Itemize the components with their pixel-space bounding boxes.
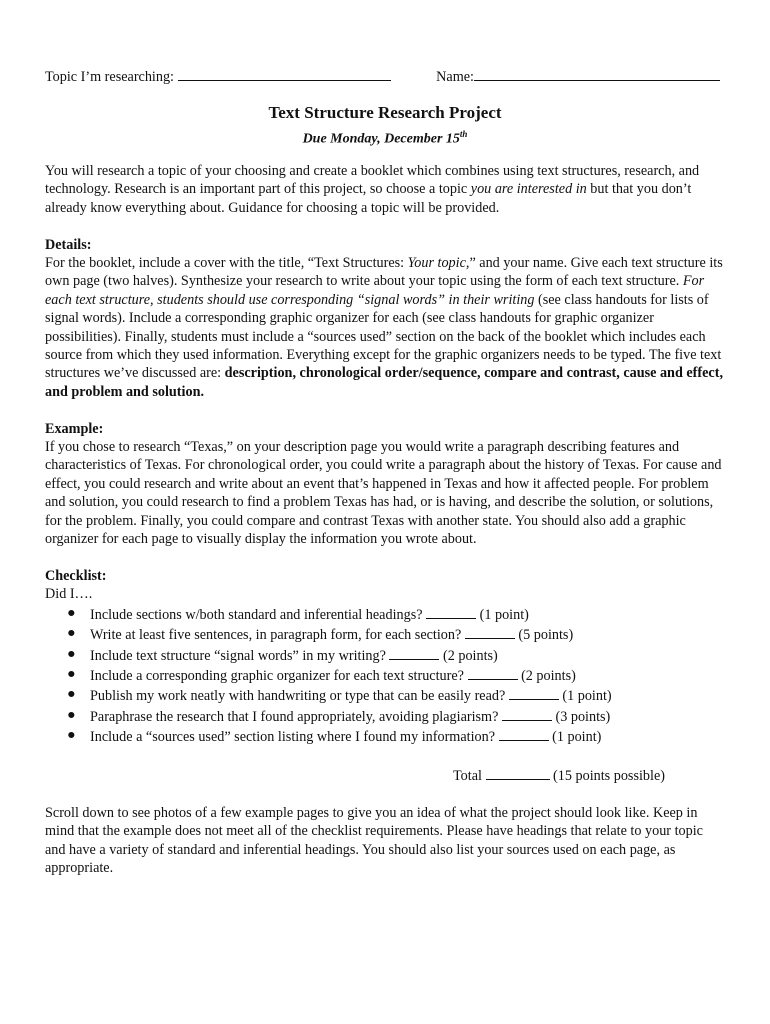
due-superscript: th [459,129,468,139]
topic-field [45,66,391,86]
example-paragraph: If you chose to research “Texas,” on your description page you would write a paragraph describing features and characteristics of Texas. For chronological order, you could write a paragraph about the history of Texas. For cause and effect, you could research and write about an event that’s happened in Texas and how it affected people. For problem and solution, you could research to find a problem Texas has had, or is having, and describe the solution, or solutions, for the problem. Finally, you could compare and contrast Texas with another state. You should also add a graphic organizer for each page to visually display the information you wrote about. [45,439,722,548]
details-heading: Details: [45,236,92,253]
checklist-item [45,604,725,624]
details-emphasis-topic: Your topic, [407,255,470,272]
bullet-icon: ● [67,645,76,662]
intro-text: You will research a topic of your choosing and create a booklet which combines using text structures, research, and technology. Research is an important part of this project, so choose a topic [45,163,700,198]
bullet-icon: ● [67,625,76,642]
checklist-item [45,665,725,685]
details-structures-list: description, chronological order/sequence, compare and contrast, cause and effect, and problem and solution. [45,365,723,400]
checklist [45,604,725,747]
details-paragraph [45,254,725,401]
checklist-item-text: Include sections w/both standard and inferential headings? [90,606,427,623]
total-blank-line [486,765,550,780]
checklist-item-text: Include text structure “signal words” in my writing? [90,647,390,664]
bullet-icon: ● [67,727,76,744]
checklist-item [45,706,725,726]
total-line [45,765,725,785]
name-blank-line [474,66,720,81]
document-title: Text Structure Research Project [268,103,502,122]
intro-paragraph [45,162,725,217]
topic-blank-line [178,66,391,81]
bullet-icon: ● [67,665,76,682]
bullet-icon: ● [67,706,76,723]
name-field [436,66,720,86]
checklist-item [45,726,725,746]
score-blank-line [389,645,439,660]
checklist-item-points: (1 point) [476,606,529,623]
bullet-icon: ● [67,686,76,703]
score-blank-line [509,685,559,700]
score-blank-line [426,604,476,619]
intro-emphasis: you are interested in [470,181,587,198]
total-label: Total [453,767,486,784]
topic-label: Topic I’m researching: [45,69,175,85]
checklist-item-text: Publish my work neatly with handwriting or type that can be easily read? [90,688,509,705]
checklist-item-points: (2 points) [517,667,576,684]
details-emphasis-signal-words: For each text structure, students should use corresponding “signal words” in their writing [45,273,705,308]
details-text-2: ” and your name. Give each text structure its own page (two halves). Synthesize your research to write about your topic using the form of each text structure. [45,255,723,290]
details-text: For the booklet, include a cover with the title, “Text Structures: [45,255,408,272]
due-date [0,125,770,149]
total-points: (15 points possible) [549,767,665,784]
document-body [45,162,725,896]
checklist-item-points: (2 points) [439,647,498,664]
checklist-item-points: (1 point) [548,729,602,746]
checklist-item-points: (5 points) [514,627,574,644]
score-blank-line [502,706,552,721]
checklist-item-points: (3 points) [551,708,611,725]
checklist-item [45,645,725,665]
score-blank-line [465,624,515,639]
checklist-item [45,685,725,705]
checklist-item-text: Write at least five sentences, in paragraph form, for each section? [90,627,465,644]
bullet-icon: ● [67,604,76,621]
checklist-item-text: Include a corresponding graphic organizer for each text structure? [90,667,468,684]
closing-paragraph: Scroll down to see photos of a few example pages to give you an idea of what the project should look like. Keep in mind that the example does not meet all of the checklist requirements. Please have headings that relate to your topic and have a variety of standard and inferential headings. You should also list your sources used on each page, as appropriate. [45,804,703,876]
name-label: Name: [436,69,474,85]
score-blank-line [499,726,549,741]
header-line [45,66,720,86]
checklist-item [45,624,725,644]
checklist-item-text: Paraphrase the research that I found appropriately, avoiding plagiarism? [90,708,502,725]
intro-text-end: but that you don’t already know everything about. Guidance for choosing a topic will be provided. [45,181,692,216]
due-text: Due Monday, December 15 [302,131,460,147]
score-blank-line [468,665,518,680]
checklist-item-points: (1 point) [558,688,612,705]
example-heading: Example: [45,420,104,437]
checklist-intro: Did I…. [45,586,93,603]
details-text-3: (see class handouts for lists of signal words). Include a corresponding graphic organizer for each (see class handouts for graphic organizer possibilities). Finally, students must include a “sources used” section on the back of the booklet which includes each source from which they used information. Everything except for the graphic organizers needs to be typed. The five text structures we’ve discussed are: [45,291,722,382]
checklist-item-text: Include a “sources used” section listing where I found my information? [90,729,499,746]
checklist-heading: Checklist: [45,567,107,584]
